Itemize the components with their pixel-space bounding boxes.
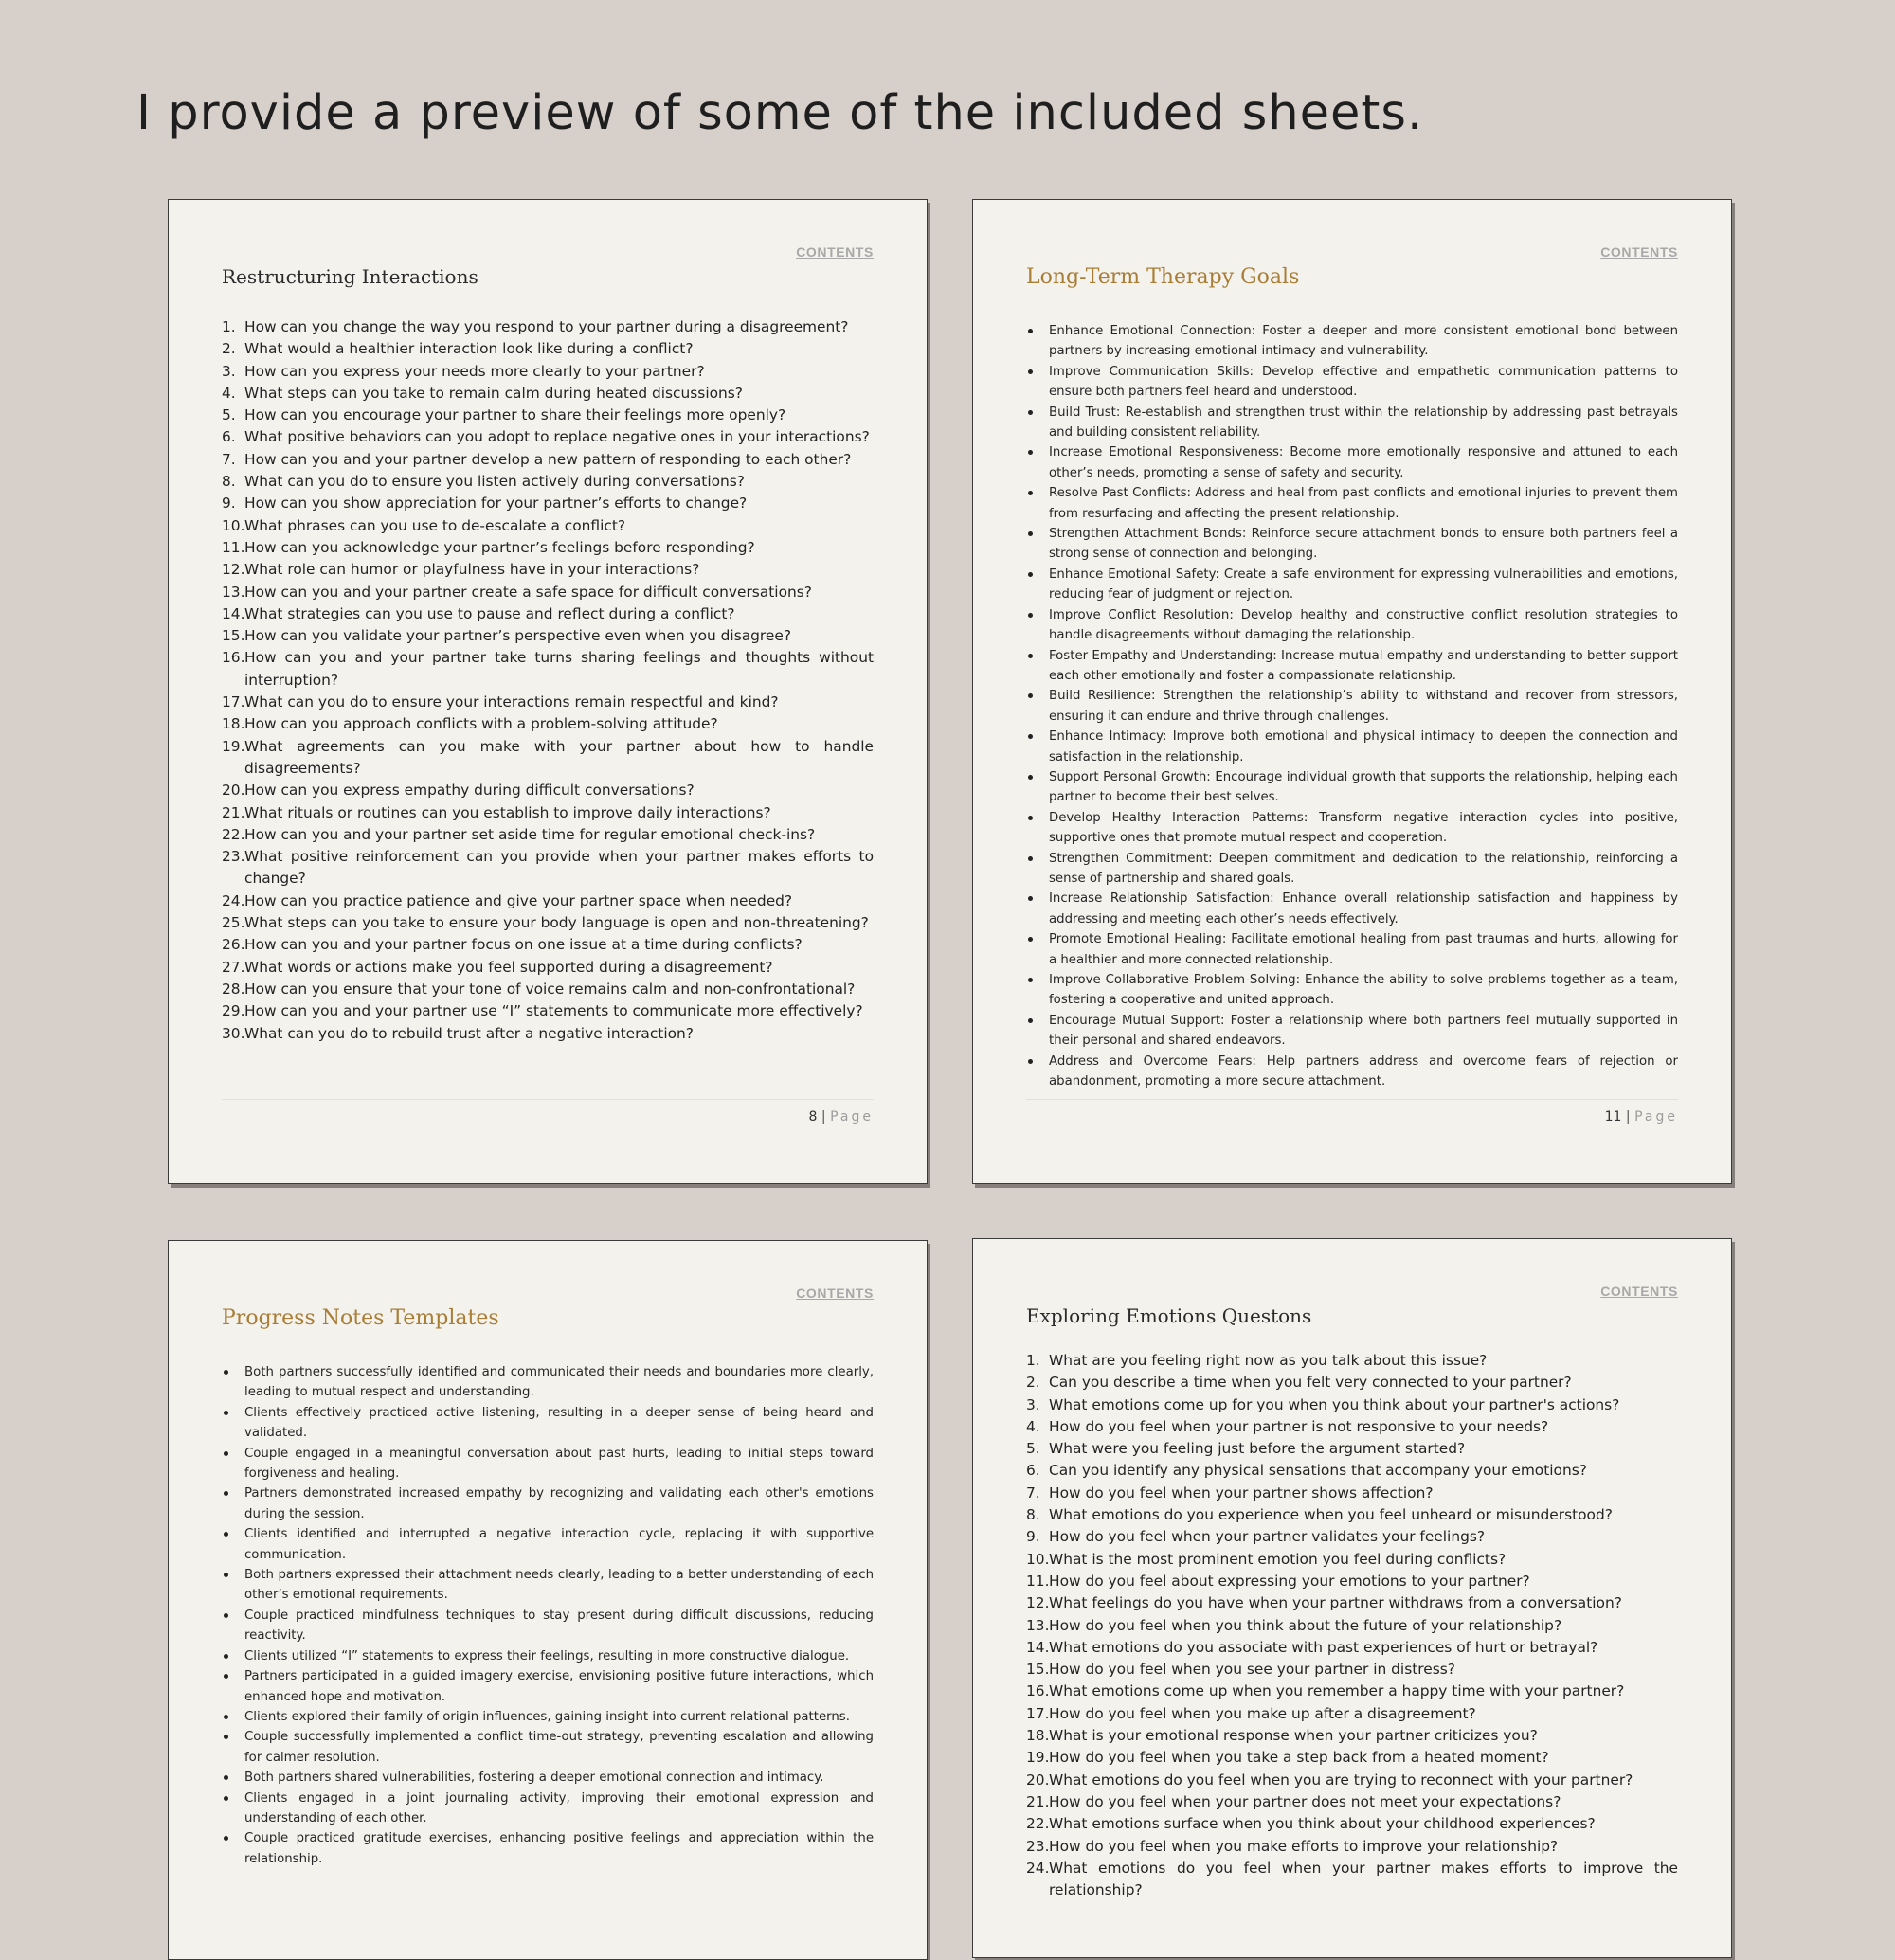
list-item xyxy=(1026,686,1678,727)
item-text: Couple practiced gratitude exercises, enhancing positive feelings and appreciation within the relationship. xyxy=(244,1831,874,1866)
list-item xyxy=(222,736,874,781)
list-item xyxy=(1026,483,1678,524)
item-number: 14. xyxy=(222,604,245,622)
item-number: 20. xyxy=(222,782,245,800)
item-text: Couple successfully implemented a conflict time-out strategy, preventing escalation and allowing for calmer resolution. xyxy=(244,1730,874,1765)
item-text: Can you identify any physical sensations that accompany your emotions? xyxy=(1049,1462,1587,1480)
contents-link[interactable]: CONTENTS xyxy=(796,1286,874,1301)
item-text: Improve Communication Skills: Develop effective and empathetic communication patterns to ensure both partners feel heard and understood. xyxy=(1049,364,1678,400)
list-item xyxy=(1026,1836,1678,1858)
item-number: 6. xyxy=(1026,1462,1040,1480)
item-text: Resolve Past Conflicts: Address and heal from past conflicts and emotional injuries to prevent them from resurfacing and affecting the present relationship. xyxy=(1049,486,1678,521)
list-item xyxy=(1026,1659,1678,1681)
list-item xyxy=(222,846,874,890)
list-item xyxy=(1026,1703,1678,1725)
item-text: How do you feel when your partner shows affection? xyxy=(1049,1483,1434,1501)
list-item xyxy=(1026,1791,1678,1813)
item-number: 17. xyxy=(1026,1704,1050,1722)
list-item xyxy=(1026,929,1678,970)
list-item xyxy=(222,1768,874,1788)
list-item xyxy=(1026,646,1678,687)
list-item xyxy=(222,1565,874,1606)
item-text: Enhance Emotional Connection: Foster a deeper and more consistent emotional bond between partners by increasing emotional intimacy and vulnerability. xyxy=(1049,324,1678,359)
item-text: How do you feel when you see your partner in distress? xyxy=(1049,1661,1455,1679)
item-text: Both partners expressed their attachment needs clearly, leading to a better understanding of each other’s emotional requirements. xyxy=(244,1568,874,1603)
list-item xyxy=(1026,1571,1678,1592)
item-text: How do you feel when your partner is not responsive to your needs? xyxy=(1049,1417,1549,1435)
list-item xyxy=(1026,605,1678,646)
item-text: How can you change the way you respond to your partner during a disagreement? xyxy=(244,318,849,335)
item-text: Partners demonstrated increased empathy by recognizing and validating each other's emotions during the session. xyxy=(244,1486,874,1521)
item-text: Clients effectively practiced active listening, resulting in a deeper sense of being heard and validated. xyxy=(244,1405,874,1441)
item-number: 15. xyxy=(1026,1661,1050,1679)
page-separator: | xyxy=(1625,1109,1631,1124)
item-text: Build Trust: Re-establish and strengthen trust within the relationship by addressing past betrayals and building consistent reliability. xyxy=(1049,405,1678,441)
list-item xyxy=(222,1646,874,1666)
item-text: What steps can you take to remain calm during heated discussions? xyxy=(244,384,743,402)
list-item xyxy=(222,1362,874,1403)
item-number: 28. xyxy=(222,980,245,998)
item-number: 26. xyxy=(222,936,245,954)
item-text: What steps can you take to ensure your body language is open and non-threatening? xyxy=(244,914,869,932)
item-number: 27. xyxy=(222,958,245,976)
page-footer xyxy=(222,1099,874,1124)
item-text: What positive reinforcement can you provide when your partner makes efforts to change? xyxy=(244,848,874,888)
item-text: How can you encourage your partner to share their feelings more openly? xyxy=(244,406,786,424)
list-item xyxy=(1026,1460,1678,1482)
item-text: Increase Emotional Responsiveness: Become more emotionally responsive and attuned to each other’s needs, promoting a sense of safety and security. xyxy=(1049,445,1678,480)
list-item xyxy=(222,647,874,692)
item-number: 7. xyxy=(1026,1483,1040,1501)
item-text: What emotions come up for you when you think about your partner's actions? xyxy=(1049,1395,1620,1413)
question-list xyxy=(1026,1350,1678,1901)
item-text: Improve Conflict Resolution: Develop healthy and constructive conflict resolution strategies to handle disagreements without damaging the relationship. xyxy=(1049,607,1678,643)
item-text: What are you feeling right now as you talk about this issue? xyxy=(1049,1352,1488,1369)
item-number: 21. xyxy=(1026,1792,1050,1810)
item-text: How do you feel when you make efforts to improve your relationship? xyxy=(1049,1837,1559,1855)
item-text: What rituals or routines can you establish to improve daily interactions? xyxy=(244,803,771,821)
list-item xyxy=(222,1444,874,1484)
list-item xyxy=(1026,1747,1678,1769)
item-text: Clients engaged in a joint journaling activity, improving their emotional expression and understanding of each other. xyxy=(244,1790,874,1825)
item-text: What strategies can you use to pause and reflect during a conflict? xyxy=(244,604,735,622)
item-number: 18. xyxy=(1026,1727,1050,1745)
list-item xyxy=(1026,1592,1678,1614)
item-text: How can you acknowledge your partner’s feelings before responding? xyxy=(244,538,755,556)
item-number: 6. xyxy=(222,428,236,446)
item-text: What would a healthier interaction look like during a conflict? xyxy=(244,340,694,358)
list-item xyxy=(1026,1504,1678,1526)
list-item xyxy=(1026,767,1678,808)
list-item xyxy=(1026,321,1678,362)
item-text: How can you ensure that your tone of voice remains calm and non-confrontational? xyxy=(244,980,856,998)
item-text: How can you and your partner use “I” statements to communicate more effectively? xyxy=(244,1002,863,1020)
item-text: Encourage Mutual Support: Foster a relationship where both partners feel mutually supported in their personal and shared endeavors. xyxy=(1049,1013,1678,1049)
list-item xyxy=(222,957,874,979)
item-number: 9. xyxy=(1026,1528,1040,1546)
list-item xyxy=(1026,1770,1678,1791)
item-number: 12. xyxy=(1026,1594,1050,1612)
list-item xyxy=(1026,1438,1678,1460)
item-text: Support Personal Growth: Encourage individual growth that supports the relationship, helping each partner to become their best selves. xyxy=(1049,769,1678,805)
question-list xyxy=(222,316,874,1045)
item-text: How can you validate your partner’s perspective even when you disagree? xyxy=(244,627,792,645)
item-number: 1. xyxy=(222,318,236,335)
list-item xyxy=(1026,442,1678,483)
list-item xyxy=(1026,1637,1678,1659)
item-number: 10. xyxy=(222,516,245,534)
item-text: Increase Relationship Satisfaction: Enhance overall relationship satisfaction and happiness by addressing and meeting each other’s needs effectively. xyxy=(1049,891,1678,926)
item-number: 5. xyxy=(222,406,236,424)
list-item xyxy=(222,890,874,912)
sheet-title: Restructuring Interactions xyxy=(222,265,478,288)
item-number: 18. xyxy=(222,715,245,733)
item-text: Can you describe a time when you felt very connected to your partner? xyxy=(1049,1374,1572,1392)
item-text: Enhance Emotional Safety: Create a safe environment for expressing vulnerabilities and emotions, reducing fear of judgment or rejection. xyxy=(1049,566,1678,602)
item-number: 17. xyxy=(222,693,245,711)
list-item xyxy=(222,1828,874,1869)
item-text: How can you express your needs more clearly to your partner? xyxy=(244,362,705,380)
list-item xyxy=(222,515,874,537)
item-number: 23. xyxy=(222,848,245,866)
item-number: 24. xyxy=(1026,1859,1050,1877)
item-text: How can you show appreciation for your partner’s efforts to change? xyxy=(244,494,748,512)
list-item xyxy=(1026,1052,1678,1092)
list-item xyxy=(1026,1526,1678,1548)
item-text: How do you feel when you take a step back from a heated moment? xyxy=(1049,1749,1549,1767)
list-item xyxy=(222,1483,874,1524)
item-number: 13. xyxy=(222,583,245,601)
item-text: How can you and your partner take turns sharing feelings and thoughts without interruption? xyxy=(244,649,874,689)
item-number: 9. xyxy=(222,494,236,512)
item-text: How can you and your partner set aside time for regular emotional check-ins? xyxy=(244,825,816,843)
list-item xyxy=(1026,1350,1678,1372)
page-headline: I provide a preview of some of the included sheets. xyxy=(136,85,1424,141)
list-item xyxy=(222,780,874,801)
contents-link[interactable]: CONTENTS xyxy=(796,244,874,260)
list-item xyxy=(1026,1394,1678,1416)
item-number: 22. xyxy=(222,825,245,843)
item-number: 4. xyxy=(222,384,236,402)
item-text: How can you express empathy during difficult conversations? xyxy=(244,782,695,800)
item-text: Couple practiced mindfulness techniques to stay present during difficult discussions, reducing reactivity. xyxy=(244,1608,874,1644)
list-item xyxy=(222,1666,874,1707)
item-text: What emotions come up when you remember a happy time with your partner? xyxy=(1049,1682,1625,1700)
item-number: 4. xyxy=(1026,1417,1040,1435)
item-text: Build Resilience: Strengthen the relationship’s ability to withstand and recover from stressors, ensuring it can endure and thrive through challenges. xyxy=(1049,689,1678,724)
item-text: How can you approach conflicts with a problem-solving attitude? xyxy=(244,715,718,733)
item-text: What role can humor or playfulness have in your interactions? xyxy=(244,561,700,579)
item-number: 23. xyxy=(1026,1837,1050,1855)
list-item xyxy=(222,471,874,493)
contents-link[interactable]: CONTENTS xyxy=(1600,1284,1678,1299)
item-number: 14. xyxy=(1026,1638,1050,1656)
item-number: 16. xyxy=(1026,1682,1050,1700)
item-number: 19. xyxy=(1026,1749,1050,1767)
item-text: How do you feel when your partner validates your feelings? xyxy=(1049,1528,1486,1546)
sheet-title: Progress Notes Templates xyxy=(222,1306,499,1330)
item-text: What agreements can you make with your partner about how to handle disagreements? xyxy=(244,737,874,777)
item-text: How can you and your partner focus on one issue at a time during conflicts? xyxy=(244,936,803,954)
item-text: How do you feel when you make up after a disagreement? xyxy=(1049,1704,1476,1722)
sheet-exploring-emotions-questions xyxy=(972,1238,1732,1958)
list-item xyxy=(222,1727,874,1768)
list-item xyxy=(1026,1813,1678,1835)
item-text: How do you feel when your partner does not meet your expectations? xyxy=(1049,1792,1561,1810)
item-text: Strengthen Commitment: Deepen commitment and dedication to the relationship, reinforcing a sense of partnership and shared goals. xyxy=(1049,851,1678,886)
item-number: 2. xyxy=(1026,1374,1040,1392)
item-number: 5. xyxy=(1026,1440,1040,1458)
page-number: 11 xyxy=(1604,1109,1622,1124)
list-item xyxy=(222,405,874,426)
item-text: What emotions do you associate with past experiences of hurt or betrayal? xyxy=(1049,1638,1598,1656)
item-number: 21. xyxy=(222,803,245,821)
item-text: Couple engaged in a meaningful conversation about past hurts, leading to initial steps toward forgiveness and healing. xyxy=(244,1446,874,1482)
item-text: How can you and your partner create a safe space for difficult conversations? xyxy=(244,583,812,601)
item-text: What words or actions make you feel supported during a disagreement? xyxy=(244,958,773,976)
item-text: Address and Overcome Fears: Help partners address and overcome fears of rejection or abandonment, promoting a more secure attachment. xyxy=(1049,1053,1678,1089)
item-text: Clients utilized “I” statements to express their feelings, resulting in more constructive dialogue. xyxy=(244,1648,850,1663)
page-number: 8 xyxy=(808,1109,818,1124)
list-item xyxy=(222,316,874,338)
item-text: Improve Collaborative Problem-Solving: Enhance the ability to solve problems together as a team, fostering a cooperative and united approach. xyxy=(1049,973,1678,1008)
list-item xyxy=(1026,727,1678,767)
item-text: Both partners successfully identified and communicated their needs and boundaries more clearly, leading to mutual respect and understanding. xyxy=(244,1365,874,1400)
list-item xyxy=(1026,849,1678,890)
item-number: 15. xyxy=(222,627,245,645)
item-text: What emotions do you feel when you are trying to reconnect with your partner? xyxy=(1049,1771,1633,1789)
item-text: How can you and your partner develop a new pattern of responding to each other? xyxy=(244,450,852,468)
sheet-progress-notes-templates xyxy=(168,1240,928,1960)
item-number: 19. xyxy=(222,737,245,755)
item-number: 25. xyxy=(222,914,245,932)
item-text: Both partners shared vulnerabilities, fostering a deeper emotional connection and intimacy. xyxy=(244,1771,824,1786)
list-item xyxy=(1026,1615,1678,1637)
item-text: Clients explored their family of origin influences, gaining insight into current relational patterns. xyxy=(244,1709,850,1724)
item-number: 8. xyxy=(222,473,236,491)
item-text: How do you feel when you think about the future of your relationship? xyxy=(1049,1616,1562,1634)
list-item xyxy=(222,449,874,471)
list-item xyxy=(1026,403,1678,443)
list-item xyxy=(222,1403,874,1444)
list-item xyxy=(1026,1483,1678,1504)
list-item xyxy=(222,824,874,846)
list-item xyxy=(222,979,874,1000)
item-number: 22. xyxy=(1026,1815,1050,1833)
list-item xyxy=(222,559,874,581)
item-text: Clients identified and interrupted a negative interaction cycle, replacing it with supportive communication. xyxy=(244,1527,874,1562)
list-item xyxy=(222,1707,874,1727)
item-text: Strengthen Attachment Bonds: Reinforce secure attachment bonds to ensure both partners feel a strong sense of connection and belonging. xyxy=(1049,527,1678,562)
item-number: 12. xyxy=(222,561,245,579)
page-footer xyxy=(1026,1099,1678,1124)
item-text: How can you practice patience and give your partner space when needed? xyxy=(244,891,793,909)
item-text: What is the most prominent emotion you feel during conflicts? xyxy=(1049,1550,1507,1568)
item-text: What were you feeling just before the argument started? xyxy=(1049,1440,1466,1458)
item-number: 7. xyxy=(222,450,236,468)
list-item xyxy=(1026,1416,1678,1438)
list-item xyxy=(222,692,874,713)
list-item xyxy=(1026,524,1678,565)
sheet-title: Long-Term Therapy Goals xyxy=(1026,265,1300,289)
list-item xyxy=(1026,889,1678,929)
item-text: What emotions surface when you think about your childhood experiences? xyxy=(1049,1815,1596,1833)
page-label: Page xyxy=(1634,1109,1678,1124)
item-number: 30. xyxy=(222,1024,245,1042)
list-item xyxy=(222,1000,874,1022)
item-number: 3. xyxy=(1026,1395,1040,1413)
item-text: What positive behaviors can you adopt to replace negative ones in your interactions? xyxy=(244,428,870,446)
item-number: 16. xyxy=(222,649,245,667)
list-item xyxy=(1026,1725,1678,1747)
item-text: What emotions do you experience when you feel unheard or misunderstood? xyxy=(1049,1506,1613,1524)
item-number: 24. xyxy=(222,891,245,909)
item-text: What can you do to ensure your interactions remain respectful and kind? xyxy=(244,693,779,711)
list-item xyxy=(222,1023,874,1045)
item-number: 13. xyxy=(1026,1616,1050,1634)
list-item xyxy=(222,625,874,647)
list-item xyxy=(1026,808,1678,849)
item-number: 3. xyxy=(222,362,236,380)
list-item xyxy=(222,383,874,405)
list-item xyxy=(222,582,874,603)
note-list xyxy=(222,1362,874,1869)
list-item xyxy=(222,912,874,934)
list-item xyxy=(222,934,874,956)
sheet-title: Exploring Emotions Questons xyxy=(1026,1304,1312,1327)
list-item xyxy=(1026,362,1678,403)
sheet-restructuring-interactions xyxy=(168,199,928,1184)
item-number: 2. xyxy=(222,340,236,358)
sheet-long-term-therapy-goals xyxy=(972,199,1732,1184)
item-number: 11. xyxy=(1026,1572,1050,1590)
item-text: What emotions do you feel when your partner makes efforts to improve the relationship? xyxy=(1049,1859,1678,1899)
list-item xyxy=(1026,1011,1678,1052)
contents-link[interactable]: CONTENTS xyxy=(1600,244,1678,260)
item-text: Partners participated in a guided imagery exercise, envisioning positive future interactions, which enhanced hope and motivation. xyxy=(244,1669,874,1704)
list-item xyxy=(1026,1549,1678,1571)
item-text: Enhance Intimacy: Improve both emotional and physical intimacy to deepen the connection and satisfaction in the relationship. xyxy=(1049,729,1678,764)
item-number: 8. xyxy=(1026,1506,1040,1524)
item-text: Promote Emotional Healing: Facilitate emotional healing from past traumas and hurts, allowing for a healthier and more connected relationship. xyxy=(1049,932,1678,967)
list-item xyxy=(1026,1372,1678,1394)
goal-list xyxy=(1026,321,1678,1091)
item-text: What feelings do you have when your partner withdraws from a conversation? xyxy=(1049,1594,1622,1612)
list-item xyxy=(222,361,874,383)
list-item xyxy=(1026,970,1678,1011)
page-separator: | xyxy=(821,1109,826,1124)
item-text: What is your emotional response when your partner criticizes you? xyxy=(1049,1727,1538,1745)
item-number: 20. xyxy=(1026,1771,1050,1789)
list-item xyxy=(222,493,874,514)
list-item xyxy=(222,426,874,448)
item-number: 1. xyxy=(1026,1352,1040,1369)
page-label: Page xyxy=(830,1109,874,1124)
list-item xyxy=(1026,1681,1678,1702)
list-item xyxy=(222,713,874,735)
item-text: What can you do to ensure you listen actively during conversations? xyxy=(244,473,745,491)
item-number: 29. xyxy=(222,1002,245,1020)
item-text: What phrases can you use to de-escalate a conflict? xyxy=(244,516,626,534)
list-item xyxy=(1026,1858,1678,1902)
list-item xyxy=(1026,565,1678,605)
item-text: Develop Healthy Interaction Patterns: Transform negative interaction cycles into positive, supportive ones that promote mutual respect and cooperation. xyxy=(1049,810,1678,846)
list-item xyxy=(222,1524,874,1565)
list-item xyxy=(222,338,874,360)
item-text: Foster Empathy and Understanding: Increase mutual empathy and understanding to better support each other emotionally and foster a compassionate relationship. xyxy=(1049,648,1678,683)
list-item xyxy=(222,802,874,824)
item-text: What can you do to rebuild trust after a negative interaction? xyxy=(244,1024,694,1042)
list-item xyxy=(222,603,874,625)
list-item xyxy=(222,1606,874,1646)
list-item xyxy=(222,1789,874,1829)
item-number: 11. xyxy=(222,538,245,556)
item-text: How do you feel about expressing your emotions to your partner? xyxy=(1049,1572,1530,1590)
item-number: 10. xyxy=(1026,1550,1050,1568)
list-item xyxy=(222,537,874,559)
